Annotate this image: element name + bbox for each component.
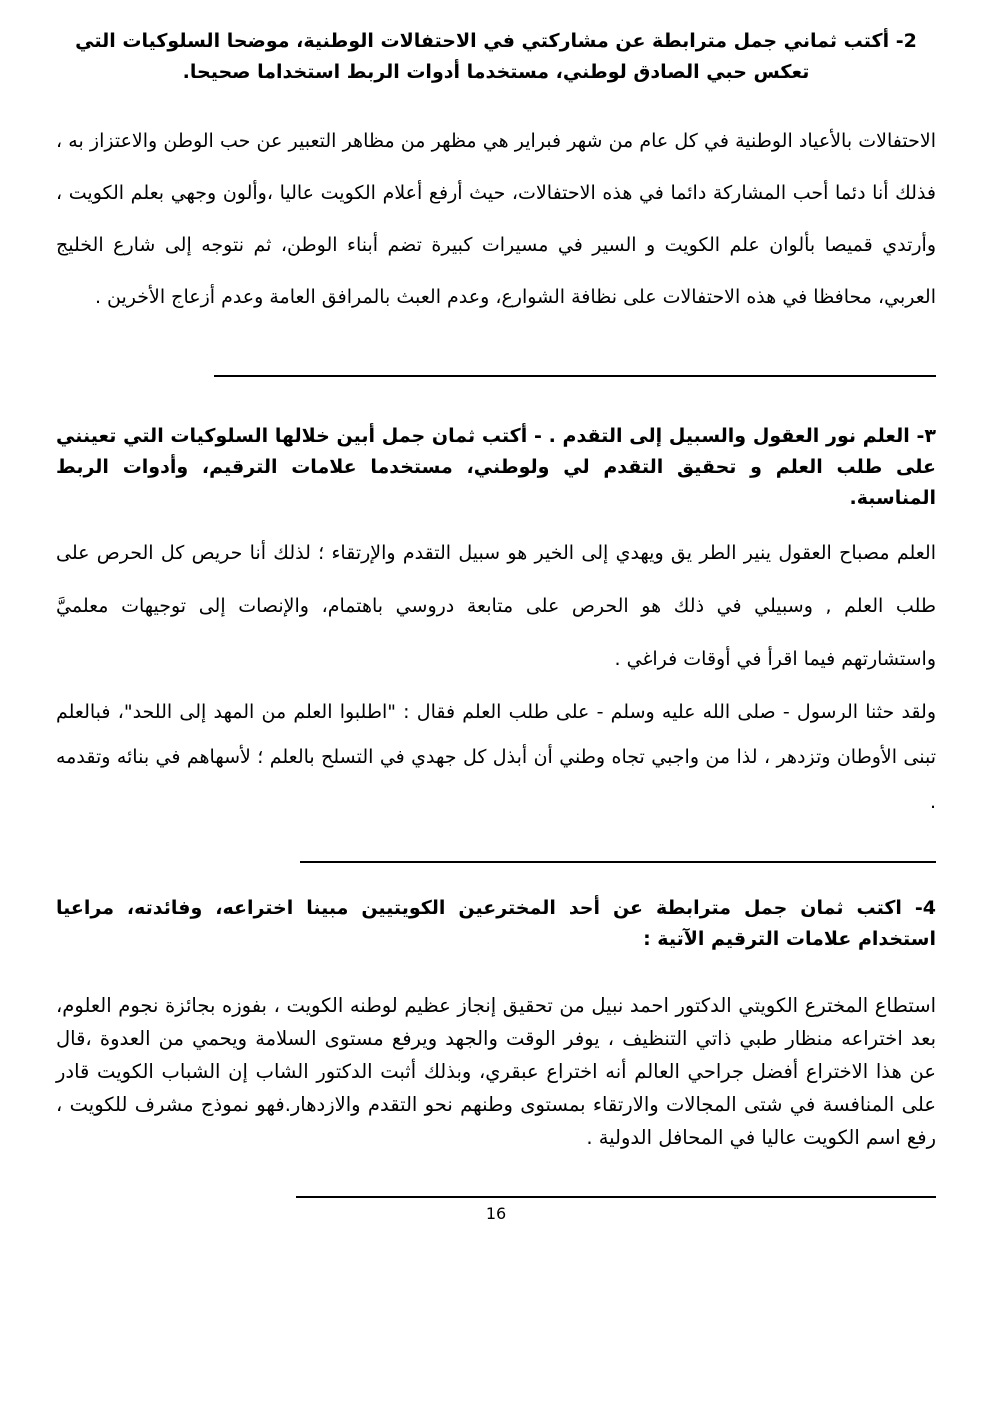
section-2-answer-paragraph: الاحتفالات بالأعياد الوطنية في كل عام من شهر فبراير هي مظهر من مظاهر التعبير عن حب الوطن والاعتزاز به ، فذلك أنا دئما أحب المشاركة دائما في هذه الاحتفالات، حيث أرفع أعلام الكويت عاليا ،وألون وجهي بعلم الكويت ، وأرتدي قميصا بألوان علم الكويت و السير في مسيرات كبيرة تضم أبناء الوطن، ثم نتوجه إلى شارع الخليج العربي، محافظا في هذه الاحتفالات على نظافة الشوارع، وعدم العبث بالمرافق العامة وعدم أزعاج الأخرين . [56, 129, 936, 308]
section-question-3 [56, 421, 936, 825]
section-3-heading: ٣- العلم نور العقول والسبيل إلى التقدم . - أكتب ثمان جمل أبين خلالها السلوكيات التي تعينني على طلب العلم و تحقيق التقدم لي ولوطني، مستخدما علامات الترقيم، وأدوات الربط المناسبة. [56, 424, 936, 510]
section-question-2 [56, 26, 936, 323]
section-3-answer-paragraph-1: العلم مصباح العقول ينير الطر يق ويهدي إلى الخير هو سبيل التقدم والإرتقاء ؛ لذلك أنا حريص كل الحرص على طلب العلم , وسبيلي في ذلك هو الحرص على متابعة دروسي باهتمام، والإنصات إلى توجيهات معلميَّ واستشارتهم فيما اقرأ في أوقات فراغي . [56, 541, 936, 670]
section-divider [296, 1196, 936, 1198]
section-divider [214, 375, 936, 377]
section-4-heading: 4- اكتب ثمان جمل مترابطة عن أحد المخترعين الكويتيين مبينا اختراعه، وفائدته، مراعيا استخدام علامات الترقيم الآتية : [56, 896, 936, 951]
page-number: 16 [485, 1204, 507, 1224]
section-question-4 [56, 893, 936, 1155]
section-4-answer-paragraph: استطاع المخترع الكويتي الدكتور احمد نبيل من تحقيق إنجاز عظيم لوطنه الكويت ، بفوزه بجائزة نجوم العلوم، بعد اختراعه منظار طبي ذاتي التنظيف ، يوفر الوقت والجهد ويرفع مستوى السلامة ويحمي من العدوة ،قال عن هذا الاختراع أفضل جراحي العالم أنه اختراع عبقري، وبذلك أثبت الدكتور الشاب إن الشباب الكويت قادر على المنافسة في شتى المجالات والارتقاء بمستوى وطنهم نحو التقدم والازدهار.فهو نموذج مشرف للكويت ، رفع اسم الكويت عاليا في المحافل الدولية . [56, 994, 936, 1150]
section-2-heading: 2- أكتب ثماني جمل مترابطة عن مشاركتي في الاحتفالات الوطنية، موضحا السلوكيات التي تعكس حبي الصادق لوطني، مستخدما أدوات الربط استخداما صحيحا. [75, 30, 917, 84]
section-divider [300, 861, 936, 863]
section-3-answer-paragraph-2: ولقد حثنا الرسول - صلى الله عليه وسلم - على طلب العلم فقال : "اطلبوا العلم من المهد إلى اللحد"، فبالعلم تبنى الأوطان وتزدهر ، لذا من واجبي تجاه وطني أن أبذل كل جهدي في التسلح بالعلم ؛ لأسهاهم في بنائه وتقدمه . [56, 700, 936, 813]
